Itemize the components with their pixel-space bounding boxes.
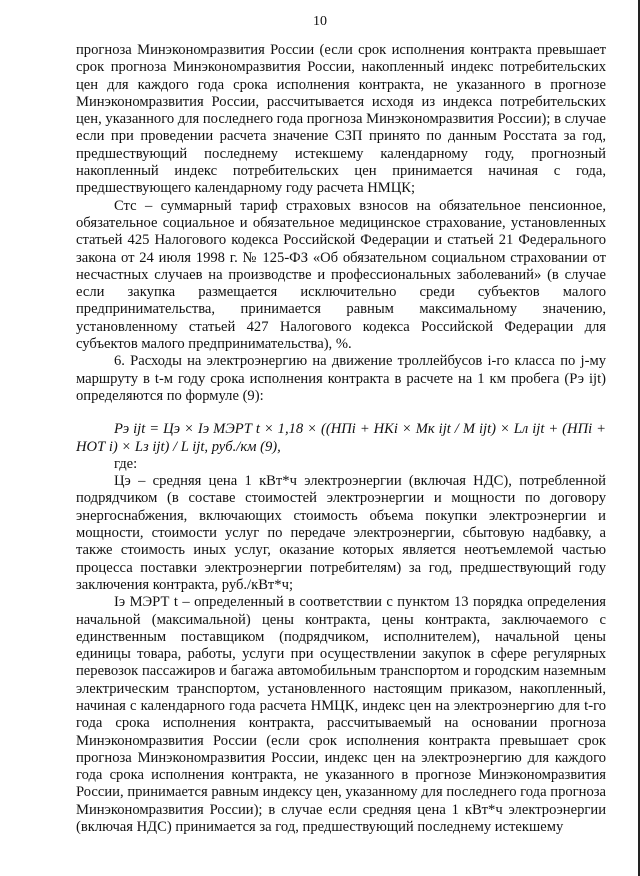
- paragraph-electricity-expenses: 6. Расходы на электроэнергию на движение троллейбусов i-го класса по j-му маршруту в t-м году срока исполнения контракта в расчете на 1 км пробега (Рэ ijt) определяются по формуле (9):: [76, 353, 606, 404]
- document-body: [76, 42, 606, 836]
- where-label: где:: [114, 455, 138, 472]
- page-number: 10: [313, 14, 327, 29]
- paragraph-insurance-tariff: Стс – суммарный тариф страховых взносов на обязательное пенсионное, обязательное социальное и обязательное медицинское страхование, установленных статьей 425 Налогового кодекса Российской Федерации и статьей 21 Федерального закона от 24 июля 1998 г. № 125-ФЗ «Об обязательном социальном страховании от несчастных случаев на производстве и профессиональных заболеваний» (в случае если закупка размещается исключительно среди субъектов малого предпринимательства, принимается равным максимальному значению, установленному статьей 427 Налогового кодекса Российской Федерации для субъектов малого предпринимательства), %.: [76, 197, 606, 353]
- paragraph-electricity-index: Iэ МЭРТ t – определенный в соответствии с пунктом 13 порядка определения начальной (максимальной) цены контракта, цены контракта, заключаемого с единственным поставщиком (подрядчиком, исполнителем), начальной цены единицы товара, работы, услуги при осуществлении закупок в сфере регулярных перевозок пассажиров и багажа автомобильным транспортом и городским наземным электрическим транспортом, установленного настоящим приказом, накопленный, начиная с календарного года расчета НМЦК, индекс цен на электроэнергию для t-го года срока исполнения контракта, рассчитываемый на основании прогноза Минэкономразвития России (если срок исполнения контракта превышает срок прогноза Минэкономразвития России, индекс цен на электроэнергию для каждого года срока исполнения контракта, не указанного в прогнозе Минэкономразвития России, принимается равным индексу цен, указанному для последнего года прогноза Минэкономразвития России); в случае если средняя цена 1 кВт*ч электроэнергии (включая НДС) принимается за год, предшествующий последнему истекшему: [76, 594, 606, 836]
- paragraph-electricity-price: Цэ – средняя цена 1 кВт*ч электроэнергии (включая НДС), потребленной подрядчиком (в составе стоимостей электроэнергии и мощности по договору энергоснабжения, включающих стоимость объема покупки электроэнергии и мощности, стоимости услуг по передаче электроэнергии, сбытовую надбавку, а также стоимость иных услуг, оказание которых является неотъемлемой частью процесса поставки электроэнергии потребителям) за год, предшествующий году заключения контракта, руб./кВт*ч;: [76, 473, 606, 593]
- paragraph-cpi-forecast: прогноза Минэкономразвития России (если срок исполнения контракта превышает срок прогноза Минэкономразвития России, накопленный индекс потребительских цен для каждого года срока исполнения контракта, не указанного в прогнозе Минэкономразвития России, рассчитывается исходя из индекса потребительских цен, указанного для последнего года прогноза Минэкономразвития России); в случае если при проведении расчета значение СЗП принято по данным Росстата за год, предшествующий последнему истекшему календарному году, прогнозный накопленный индекс потребительских цен принимается начиная с года, предшествующего календарному году расчета НМЦК;: [76, 42, 606, 197]
- blank-space: [76, 405, 606, 421]
- formula-9: Рэ ijt = Цэ × Iэ МЭРТ t × 1,18 × ((НПi + НКi × Мк ijt / М ijt) × Lл ijt + (НПi + НОТ i) × Lз ijt) / L ijt, руб./км (9),: [76, 421, 606, 455]
